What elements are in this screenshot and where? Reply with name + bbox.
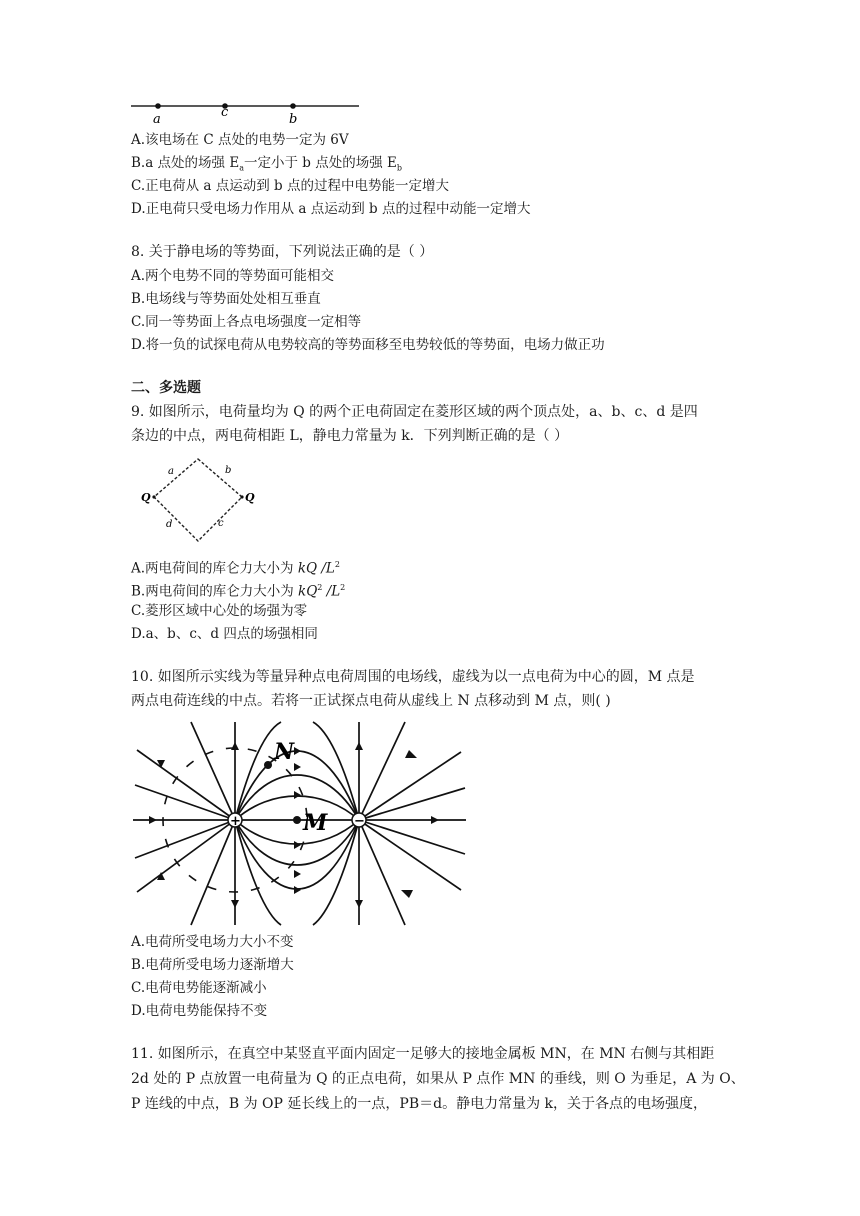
point-a-label: a (153, 112, 161, 127)
positive-charge-label: + (230, 814, 241, 829)
q7-option-a: A.该电场在 C 点处的电势一定为 6V (131, 132, 349, 148)
q7-option-b-mid: 一定小于 b 点处的场强 E (243, 155, 397, 171)
q7-option-b-sub-b: b (396, 163, 402, 173)
q9-option-a-text: A.两电荷间的库仑力大小为 (131, 560, 294, 577)
q8-option-c: C.同一等势面上各点电场强度一定相等 (131, 314, 362, 330)
q9-option-c: C.菱形区域中心处的场强为零 (131, 603, 308, 619)
q7-option-b-pre: B.a 点处的场强 E (131, 155, 240, 171)
q11-line3: P 连线的中点，B 为 OP 延长线上的一点，PB＝d。静电力常量为 k，关于各点的电场强度， (131, 1096, 708, 1112)
q9-option-b-sup1: 2 (317, 583, 323, 592)
q9-option-b-text: B.两电荷间的库仑力大小为 (131, 583, 294, 600)
q9-option-b (131, 578, 345, 602)
left-charge-label: Q (141, 491, 151, 504)
q9-option-a-expr: kQ /L (297, 560, 335, 577)
q9-option-d: D.a、b、c、d 四点的场强相同 (131, 626, 318, 642)
q8-option-d: D.将一负的试探电荷从电势较高的等势面移至电势较低的等势面，电场力做正功 (131, 337, 605, 353)
q9-stem-line2: 条边的中点，两电荷相距 L，静电力常量为 k．下列判断正确的是（ ） (131, 428, 569, 444)
point-c-label: c (221, 105, 229, 120)
q7-option-b (131, 153, 402, 179)
number-line-figure (131, 96, 363, 126)
q10-option-b: B.电荷所受电场力逐渐增大 (131, 957, 294, 973)
q11-line1: 11. 如图所示，在真空中某竖直平面内固定一足够大的接地金属板 MN，在 MN 右侧与其相距 (131, 1046, 715, 1062)
rhombus-figure (138, 455, 268, 547)
q8-stem: 8. 关于静电场的等势面，下列说法正确的是（ ） (131, 244, 434, 260)
point-m-label: M (303, 810, 328, 836)
q8-option-b: B.电场线与等势面处处相互垂直 (131, 291, 321, 307)
q7-option-b-sub-a: a (239, 163, 244, 173)
q11-line2: 2d 处的 P 点放置一电荷量为 Q 的正点电荷，如果从 P 点作 MN 的垂线，则 O 为垂足，A 为 O、 (131, 1071, 745, 1087)
q9-option-b-k: kQ (298, 583, 318, 600)
q9-option-a (131, 555, 340, 579)
section-title-multiple-choice: 二、多选题 (131, 380, 201, 396)
right-charge-label: Q (245, 491, 255, 504)
q10-stem-line1: 10. 如图所示实线为等量异种点电荷周围的电场线，虚线为以一点电荷为中心的圆，M 点是 (131, 669, 695, 685)
q9-option-b-sup2: 2 (340, 583, 346, 592)
midpoint-d-label: d (166, 519, 173, 530)
midpoint-a-label: a (168, 466, 174, 477)
q9-option-a-sup: 2 (334, 560, 340, 569)
q10-option-d: D.电荷电势能保持不变 (131, 1003, 268, 1019)
q9-stem-line1: 9. 如图所示，电荷量均为 Q 的两个正电荷固定在菱形区域的两个顶点处，a、b、c、d 是四 (131, 404, 698, 420)
q8-option-a: A.两个电势不同的等势面可能相交 (131, 268, 335, 284)
q10-option-a: A.电荷所受电场力大小不变 (131, 934, 294, 950)
q10-stem-line2: 两点电荷连线的中点。若将一正试探点电荷从虚线上 N 点移动到 M 点，则( ) (131, 693, 611, 709)
midpoint-b-label: b (225, 465, 232, 476)
field-lines-figure (131, 720, 471, 930)
point-n-label: N (274, 739, 295, 765)
q7-option-d: D.正电荷只受电场力作用从 a 点运动到 b 点的过程中动能一定增大 (131, 201, 531, 217)
midpoint-c-label: c (218, 518, 224, 529)
negative-charge-label: − (354, 814, 365, 829)
point-b-label: b (289, 112, 298, 127)
q10-option-c: C.电荷电势能逐渐减小 (131, 980, 267, 996)
q9-option-b-mid: /L (322, 583, 341, 600)
q7-option-c: C.正电荷从 a 点运动到 b 点的过程中电势能一定增大 (131, 178, 449, 194)
